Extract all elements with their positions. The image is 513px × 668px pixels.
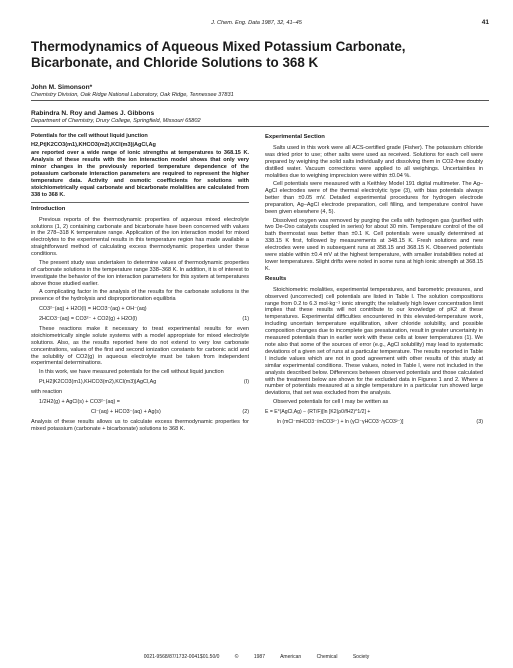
author-names: John M. Simonson* bbox=[31, 84, 93, 91]
journal-citation: J. Chem. Eng. Data 1987, 32, 41–45 bbox=[211, 20, 302, 26]
equation-number: (3) bbox=[476, 418, 483, 425]
author-block-2 bbox=[31, 110, 491, 125]
equation-text: 1/2H2(g) + AgCl(s) + CO3²⁻(aq) = bbox=[39, 398, 120, 405]
equation-number: (I) bbox=[243, 379, 249, 386]
paragraph: Salts used in this work were all ACS-certified grade (Fisher). The potassium chloride was dried prior to use; other salts were used as received. Solutions for each cell were prepared by weighing the solid salts individually and dissolving them in CO2-free doubly distilled water. Vacuum corrections were applied to all weighings. Uncertainties in molalities due to weighing imprecision were within ±0.04 %. bbox=[265, 144, 483, 179]
divider bbox=[31, 202, 249, 203]
paragraph: The present study was undertaken to determine values of thermodynamic properties of carbonate solutions in the temperature range 338–368 K. In addition, it is of interest to investigate the behavior of the ion interaction parameters for this system at temperatures above those studied earlier. bbox=[31, 259, 249, 287]
section-heading-introduction: Introduction bbox=[31, 205, 66, 212]
equation bbox=[31, 409, 249, 416]
equation-text: E = E°(AgCl,Ag) − (RT/F)[ln [K2(ρ0/fH2)^1/2] + bbox=[265, 408, 371, 415]
page-footer: 0021-9568/87/1732-0041$01.50/0 © 1987 American Chemical Society bbox=[143, 654, 370, 660]
right-column bbox=[265, 131, 483, 429]
section-heading-results: Results bbox=[265, 275, 287, 282]
divider bbox=[31, 126, 489, 127]
equation bbox=[31, 316, 249, 323]
equation bbox=[31, 379, 249, 386]
equation bbox=[31, 306, 249, 313]
article-title bbox=[31, 39, 491, 71]
equation bbox=[265, 419, 483, 426]
paragraph: Cell potentials were measured with a Keithley Model 191 digital multimeter. The Ag–AgCl electrodes were of the thermal electrolytic type (3), with bias potentials always better than ±0.05 mV. Detailed experimental procedures for hydrogen electrode preparation, Ag–AgCl electrode preparation, cell filling, and temperature control have been given elsewhere (4, 5). bbox=[265, 181, 483, 215]
paragraph: with reaction bbox=[31, 388, 63, 395]
title-line-1: Thermodynamics of Aqueous Mixed Potassium Carbonate, bbox=[31, 39, 406, 54]
equation-text: 2HCO3⁻(aq) = CO3²⁻ + CO2(g) + H2O(l) bbox=[39, 316, 138, 323]
abstract-lead: Potentials for the cell without liquid junction bbox=[31, 133, 148, 139]
equation-text: Pt,H2|K2CO3(m1),KHCO3(m2),KCl(m3)|AgCl,Ag bbox=[39, 379, 157, 386]
abstract-cell: H2,Pt|K2CO3(m1),KHCO3(m2),KCl(m3)|AgCl,Ag bbox=[31, 141, 156, 148]
paragraph: Analysis of these results allows us to calculate excess thermodynamic properties for mixed potassium (carbonate + bicarbonate) solutions to 368 K. bbox=[31, 418, 249, 432]
page-number: 41 bbox=[481, 19, 489, 26]
author-affiliation: Chemistry Division, Oak Ridge National Laboratory, Oak Ridge, Tennessee 37831 bbox=[31, 92, 234, 98]
equation-number: (1) bbox=[242, 316, 249, 323]
equation bbox=[31, 399, 249, 406]
abstract bbox=[31, 133, 249, 199]
equation-text: CO3²⁻(aq) + H2O(l) = HCO3⁻(aq) + OH⁻(aq) bbox=[39, 306, 147, 313]
section-heading-experimental: Experimental Section bbox=[265, 134, 325, 140]
title-line-2: Bicarbonate, and Chloride Solutions to 368 K bbox=[31, 55, 319, 70]
divider bbox=[31, 100, 489, 101]
abstract-text: are reported over a wide range of ionic strengths at temperatures to 368.15 K. Analysis of these results with the ion interaction model shows that only very minor changes in the previously reported temperature dependence of the potassium carbonate interaction parameters are required to represent the higher temperature data. Activity and osmotic coefficients for solutions with stoichiometrically equal carbonate and bicarbonate molalities are calculated from 338 to 368 K. bbox=[31, 150, 249, 198]
paragraph: Dissolved oxygen was removed by purging the cells with hydrogen gas (purified with two De-Oxo catalysts coupled in series) for about 30 min. Temperature control of the oil bath thermostat was better than ±0.1 K. Cell potentials were usually determined at 338.15 K first, followed by measurements at 348.15 K. Fresh solutions and new electrodes were used in subsequent runs at 358.15 and 368.15 K. Observed potentials were stable within ±0.4 mV at the highest temperature, with smaller instabilities noted at lower temperatures. Slight drifts were noted in some runs at high ionic strength at 368.15 K. bbox=[265, 217, 483, 272]
equation bbox=[265, 409, 483, 416]
author-names: Rabindra N. Roy and James J. Gibbons bbox=[31, 110, 155, 117]
author-block-1 bbox=[31, 84, 491, 99]
author-affiliation: Department of Chemistry, Drury College, Springfield, Missouri 65802 bbox=[31, 118, 201, 124]
paragraph: In this work, we have measured potentials for the cell without liquid junction bbox=[39, 369, 224, 376]
equation-text: ln (mCl⁻mHCO3⁻/mCO3²⁻) + ln (γCl⁻γHCO3⁻/γCO3²⁻)] bbox=[277, 418, 404, 425]
left-column bbox=[31, 133, 249, 434]
paragraph: Stoichiometric molalities, experimental temperatures, and barometric pressures, and observed (uncorrected) cell potentials are listed in Table I. The solution compositions range from 0.2 to 6.3 mol·kg⁻¹ ionic strength; the relatively high lower concentration limit implies that these results will not contribute to our knowledge of pK2 at these temperatures. Experimental difficulties encountered in this elevated-temperature work, including uncertain temperature equilibration, silver chloride solubility, and possible composition changes due to incomplete gas presaturation, result in greater uncertainty in measured potentials than in earlier work with these cells at lower temperatures (1). We note also that some of the sources of error (e.g., AgCl solubility) may lead to systematic deviations of a given set of runs at a particular temperature. The results reported in Table I include values which are not in good agreement with other results of this study at similar experimental conditions. These values, noted in Table I, were not included in the analysis described below. Differences between observed potentials and those calculated with the treatment below are shown for the excluded data in Figures 1 and 2. Where a number of potentials measured at a single temperature in a particular run showed large deviations, that set was excluded from the analysis. bbox=[265, 286, 483, 397]
paragraph: Previous reports of the thermodynamic properties of aqueous mixed electrolyte solutions (1, 2) containing carbonate and bicarbonate have been concerned with values in the 278–318 K temperature range. Application of the ion interaction model for mixed electrolytes to the experimental results in this temperature region has made available a straightforward method of calculating excess thermodynamic properties under these conditions. bbox=[31, 216, 249, 258]
paragraph: A complicating factor in the analysis of the results for the carbonate solutions is the presence of the hydrolysis and disproportionation equilibria bbox=[31, 289, 249, 303]
paragraph: These reactions make it necessary to treat experimental results for even stoichiometrically single solute systems with a model appropriate for mixed electrolyte solutions. Also, as the results reported here do not extend to very low carbonate concentrations, values of the first and second ionization constants for carbonic acid and the solubility of CO2(g) in aqueous electrolyte must be taken from independent experimental determinations. bbox=[31, 325, 249, 367]
equation-number: (2) bbox=[242, 408, 249, 415]
equation-text: Cl⁻(aq) + HCO3⁻(aq) + Ag(s) bbox=[91, 408, 161, 415]
paragraph: Observed potentials for cell I may be written as bbox=[273, 399, 389, 406]
